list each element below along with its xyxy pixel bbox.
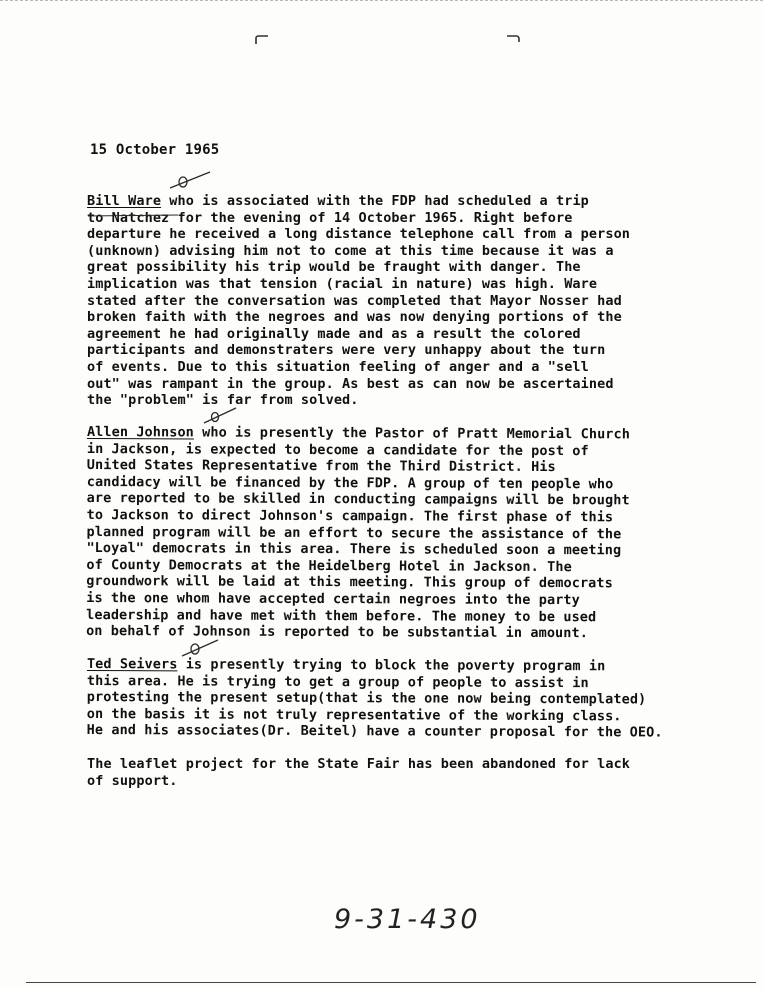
paragraph-line: United States Representative from the Third District. His [86, 457, 556, 476]
paragraph-line: Bill Ware who is associated with the FDP had scheduled a trip [87, 193, 589, 209]
left-corner-mark [254, 34, 270, 46]
paragraph-line: departure he received a long distance telephone call from a person [87, 226, 631, 243]
paragraph-line: stated after the conversation was completed that Mayor Nosser had [87, 292, 622, 309]
paragraph-line: candidacy will be financed by the FDP. A group of ten people who [86, 473, 614, 493]
paragraph-line: "Loyal" democrats in this area. There is scheduled soon a meeting [86, 540, 622, 559]
paragraph-line: out" was rampant in the group. As best as can now be ascertained [87, 375, 614, 392]
paragraph-allen-johnson [86, 424, 630, 642]
paragraph-line: broken faith with the negroes and was now denying portions of the [87, 309, 622, 326]
paragraph-line: of events. Due to this situation feeling of anger and a "sell [87, 358, 589, 375]
paragraph-leaflet-project [87, 756, 630, 789]
handwritten-file-number: 9-31-430 [334, 904, 481, 935]
name-allen-johnson: Allen Johnson [86, 424, 194, 441]
paragraph-line: participants and demonstraters were very unhappy about the turn [87, 342, 606, 359]
paragraph-bill-ware [87, 193, 630, 409]
paragraph-line: the "problem" is far from solved. [87, 392, 359, 409]
paragraph-line: He and his associates(Dr. Beitel) have a counter proposal for the OEO. [86, 722, 663, 741]
paragraph-line: groundwork will be laid at this meeting. This group of democrats [86, 573, 613, 592]
paragraph-line: is the one whom have accepted certain negroes into the party [86, 589, 580, 609]
paragraph-line: great possibility his trip would be fraught with danger. The [87, 259, 581, 276]
bottom-rule [26, 982, 756, 983]
paragraph-line: (unknown) advising him not to come at this time because it was a [87, 242, 614, 259]
paragraph-line: Allen Johnson who is presently the Pastor of Pratt Memorial Church [86, 424, 631, 443]
paragraph-line: this area. He is trying to get a group of people to assist in [86, 672, 589, 691]
right-corner-mark [505, 34, 521, 46]
paragraph-line: implication was that tension (racial in nature) was high. Ware [87, 275, 598, 292]
paragraph-ted-seivers [87, 656, 663, 741]
name-ted-seivers: Ted Seivers [86, 656, 178, 673]
paragraph-line: protesting the present setup(that is the one now being contemplated) [86, 689, 647, 708]
top-perforation [0, 0, 763, 5]
paragraph-line: leadership and have met with them before. The money to be used [86, 606, 597, 625]
paragraph-line: in Jackson, is expected to become a candidate for the post of [86, 440, 589, 459]
paragraph-line: are reported to be skilled in conducting campaigns will be brought [86, 490, 630, 509]
paragraph-line: The leaflet project for the State Fair has been abandoned for lack [87, 756, 631, 772]
paragraph-line: to Natchez for the evening of 14 October 1965. Right before [87, 209, 573, 226]
paragraph-line: on the basis it is not truly representative of the working class. [86, 705, 622, 725]
paragraph-line: of County Democrats at the Heidelberg Hotel in Jackson. The [86, 556, 572, 575]
name-bill-ware: Bill Ware [87, 193, 162, 209]
pen-check-mark-icon [164, 168, 214, 190]
paragraph-line: to Jackson to direct Johnson's campaign. The first phase of this [86, 506, 614, 526]
paragraph-line: planned program will be an effort to secure the assistance of the [86, 523, 622, 542]
paragraph-line: Ted Seivers is presently trying to block the poverty program in [86, 656, 606, 675]
document-date: 15 October 1965 [90, 142, 220, 158]
paragraph-line: agreement he had originally made and as a result the colored [87, 325, 581, 342]
paragraph-line: of support. [87, 772, 178, 789]
paragraph-line: on behalf of Johnson is reported to be substantial in amount. [86, 623, 589, 642]
